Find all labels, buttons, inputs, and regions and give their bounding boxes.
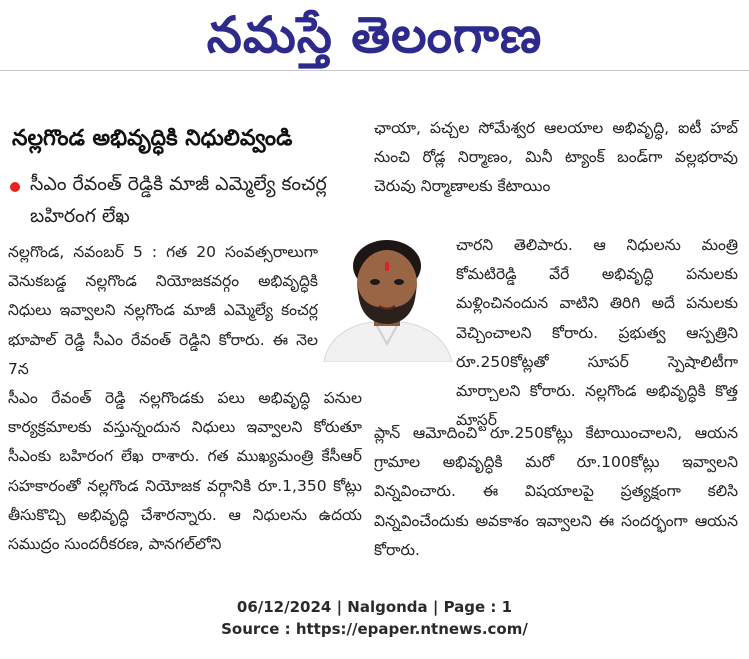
footer-date-edition: 06/12/2024 | Nalgonda | Page : 1 (236, 598, 513, 616)
article-body-right-middle: చారని తెలిపారు. ఆ నిధులను మంత్రి కోమటిరెడ్డి వేరే అభివృద్ధి పనులకు మళ్లించినందున వాటిని తిరిగి అదే పనులకు వెచ్చించాలని కోరారు. ప్రభుత్వ ఆస్పత్రిని రూ.250కోట్లతో సూపర్ స్పెషాలిటీగా మార్చాలని కోరారు. నల్లగొండ అభివృద్ధికి కొత్త మాస్టర్ (456, 236, 738, 430)
masthead-divider (0, 70, 749, 71)
article-body-left-bottom: సీఎం రేవంత్ రెడ్డి నల్లగొండకు పలు అభివృద్ధి పనుల కార్యక్రమాలకు వస్తున్నందున నిధులు ఇవ్వాలని కోరుతూ సీఎంకు బహిరంగ లేఖ రాశారు. గత ముఖ్యమంత్రి కేసీఆర్ సహకారంతో నల్లగొండ నియోజక వర్గానికి రూ.1,350 కోట్లు తీసుకొచ్చి అభివృద్ధి చేశారన్నారు. ఆ నిధులను ఉదయ సముద్రం సుందరీకరణ, పానగల్‌లోని (8, 389, 362, 554)
article-headline: నల్లగొండ అభివృద్ధికి నిధులివ్వండి (12, 126, 293, 151)
article-body-right-top: ఛాయా, పచ్చల సోమేశ్వర ఆలయాల అభివృద్ధి, ఐటీ హబ్ నుంచి రోడ్ల నిర్మాణం, మినీ ట్యాంక్ బండ్‌గా వల్లభరావు చెరువు నిర్మాణాలకు కేటాయిం (374, 119, 738, 196)
portrait-image (318, 232, 456, 362)
masthead (0, 0, 749, 72)
article-body-left-top: నల్లగొండ, నవంబర్ 5 : గత 20 సంవత్సరాలుగా వెనుకబడ్డ నల్లగొండ నియోజకవర్గం అభివృద్ధికి నిధులు ఇవ్వాలని నల్లగొండ మాజీ ఎమ్మెల్యే కంచర్ల భూపాల్ రెడ్డి సీఎం రేవంత్ రెడ్డిని కోరారు. ఈ నెల 7న (8, 243, 318, 378)
article-body-right-bottom: ప్లాన్ ఆమోదించి రూ.250కోట్లు కేటాయించాలని, ఆయన గ్రామాల అభివృద్ధికి మరో రూ.100కోట్లు ఇవ్వాలని విన్నవించారు. ఈ విషయాలపై ప్రత్యక్షంగా కలిసి విన్నవించేందుకు అవకాశం ఇవ్వాలని ఈ సందర్భంగా ఆయన కోరారు. (374, 424, 738, 559)
bullet-dot-icon (10, 182, 20, 192)
newspaper-title: నమస్తే తెలంగాణ (206, 6, 543, 64)
page-footer (0, 596, 749, 640)
article-photo (318, 232, 456, 362)
article-subheadline: సీఎం రేవంత్ రెడ్డికి మాజీ ఎమ్మెల్యే కంచర్ల బహిరంగ లేఖ (30, 173, 327, 227)
footer-source-link[interactable]: Source : https://epaper.ntnews.com/ (221, 620, 528, 638)
